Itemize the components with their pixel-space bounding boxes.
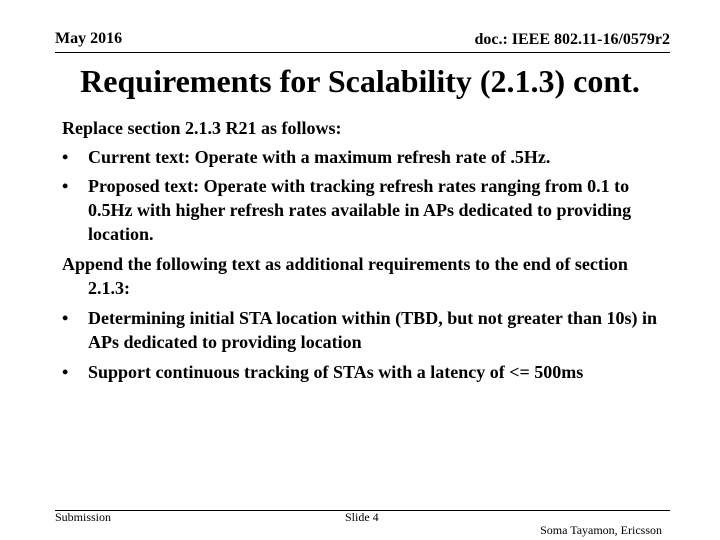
- bullet-icon: •: [62, 176, 69, 196]
- bullet-icon: •: [62, 308, 69, 328]
- bullet-icon: •: [62, 362, 69, 382]
- bullet-text: Determining initial STA location within (TBD, but not greater than 10s) in APs dedicated to providing location: [88, 308, 658, 352]
- footer-author: Soma Tayamon, Ericsson: [540, 523, 662, 537]
- header-divider: [55, 52, 670, 53]
- bullet-item: [62, 174, 672, 246]
- footer-slide-number: Slide 4: [345, 510, 379, 524]
- append-text: Append the following text as additional requirements to the end of section 2.1.3:: [62, 254, 628, 298]
- bullet-item: [62, 306, 672, 354]
- bullet-item: [62, 360, 672, 384]
- bullet-icon: •: [62, 147, 69, 167]
- header-date: May 2016: [55, 30, 123, 47]
- bullet-item: [62, 145, 672, 169]
- slide-title: Requirements for Scalability (2.1.3) cont.: [80, 63, 640, 99]
- slide-body: [62, 116, 672, 384]
- footer-submission: Submission: [55, 510, 112, 524]
- bullet-text: Support continuous tracking of STAs with a latency of <= 500ms: [88, 362, 584, 382]
- intro-text: Replace section 2.1.3 R21 as follows:: [62, 118, 342, 138]
- bullet-text: Proposed text: Operate with tracking refresh rates ranging from 0.1 to 0.5Hz with higher refresh rates available in APs dedicated to providing location.: [88, 176, 632, 244]
- bullet-text: Current text: Operate with a maximum refresh rate of .5Hz.: [88, 147, 551, 167]
- header-doc-id: doc.: IEEE 802.11-16/0579r2: [474, 31, 670, 48]
